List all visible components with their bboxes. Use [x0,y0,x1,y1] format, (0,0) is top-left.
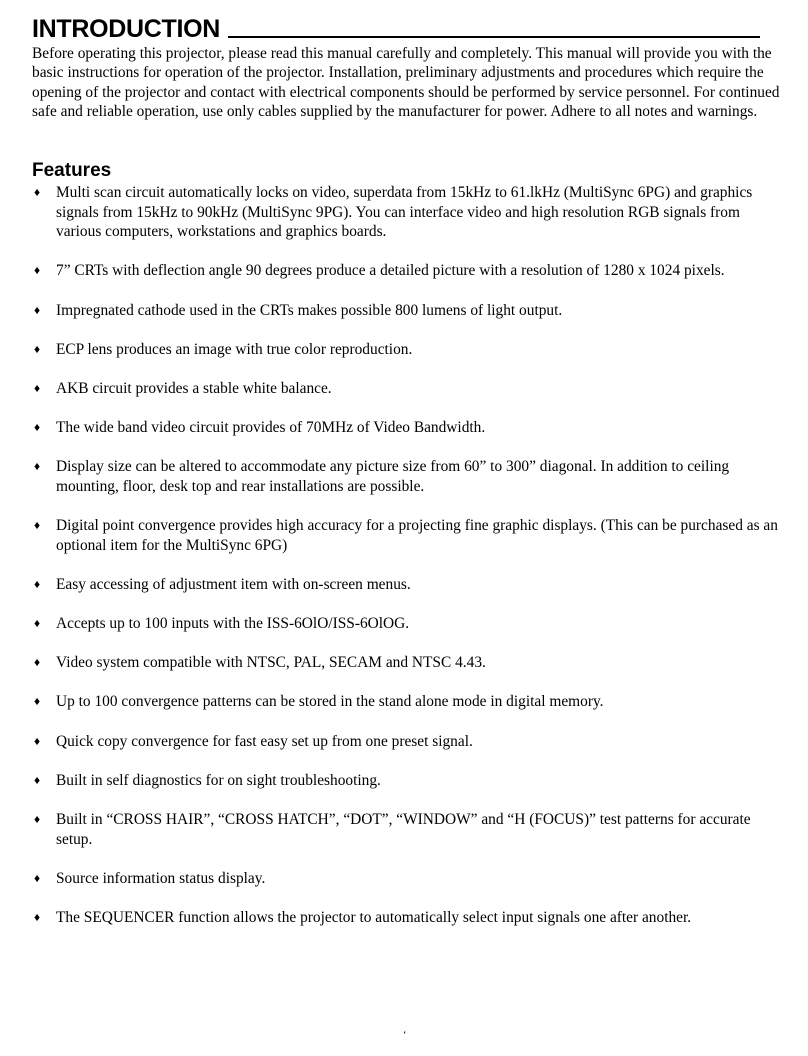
list-item [30,810,785,849]
feature-text: Video system compatible with NTSC, PAL, SECAM and NTSC 4.43. [56,654,486,672]
diamond-bullet-icon: ♦ [33,380,41,395]
list-item [30,183,785,242]
diamond-bullet-icon: ♦ [33,185,41,199]
feature-text: Accepts up to 100 inputs with the ISS-6OlO/ISS-6OlOG. [56,615,410,633]
feature-text: AKB circuit provides a stable white balance. [56,379,332,397]
list-item [30,575,785,595]
features-title: Features [32,160,112,181]
diamond-bullet-icon: ♦ [33,518,41,533]
diamond-bullet-icon: ♦ [33,772,41,787]
list-item [30,771,785,791]
feature-text: Built in self diagnostics for on sight troubleshooting. [56,771,381,789]
feature-text: 7” CRTs with deflection angle 90 degrees produce a detailed picture with a resolution of 1280 x 1024 pixels. [56,262,725,280]
feature-text: Built in “CROSS HAIR”, “CROSS HATCH”, “DOT”, “WINDOW” and “H (FOCUS)” test patterns for accurate setup. [56,811,751,848]
diamond-bullet-icon: ♦ [33,263,41,278]
list-item [30,516,785,555]
diamond-bullet-icon: ♦ [33,909,41,924]
page-mark: ‘ [403,1030,407,1041]
list-item [30,418,785,438]
feature-text: Multi scan circuit automatically locks on video, superdata from 15kHz to 61.lkHz (MultiSync 6PG) and graphics signals from 15kHz to 90kHz (MultiSync 9PG). You can interface video and high resolution RGB signals from various computers, workstations and graphics boards. [56,184,753,241]
diamond-bullet-icon: ♦ [33,341,41,356]
list-item [30,869,785,889]
list-item [30,732,785,752]
list-item [30,653,785,673]
diamond-bullet-icon: ♦ [33,655,41,670]
feature-text: The wide band video circuit provides of 70MHz of Video Bandwidth. [56,419,486,437]
feature-text: ECP lens produces an image with true color reproduction. [56,340,413,358]
diamond-bullet-icon: ♦ [33,616,41,631]
list-item [30,379,785,399]
diamond-bullet-icon: ♦ [33,733,41,748]
diamond-bullet-icon: ♦ [33,420,41,435]
list-item [30,457,785,496]
intro-paragraph: Before operating this projector, please read this manual carefully and completely. This manual will provide you with the basic instructions for operation of the projector. Installation, preliminary adjustments and procedures which require the opening of the projector and contact with electrical components should be performed by service personnel. For continued safe and reliable operation, use only cables supplied by the manufacturer for power. Adhere to all notes and warnings. [32,45,780,121]
list-item [30,301,785,321]
feature-text: Easy accessing of adjustment item with on-screen menus. [56,575,411,593]
diamond-bullet-icon: ♦ [33,302,41,317]
diamond-bullet-icon: ♦ [33,576,41,591]
list-item [30,340,785,360]
list-item [30,692,785,712]
feature-text: Up to 100 convergence patterns can be stored in the stand alone mode in digital memory. [56,693,604,711]
page-title: INTRODUCTION [32,15,221,43]
feature-text: Impregnated cathode used in the CRTs makes possible 800 lumens of light output. [56,301,563,319]
section-heading-row [32,14,760,44]
feature-text: Display size can be altered to accommodate any picture size from 60” to 300” diagonal. In addition to ceiling mounting, floor, desk top and rear installations are possible. [56,458,730,495]
diamond-bullet-icon: ♦ [33,694,41,709]
feature-text: Digital point convergence provides high accuracy for a projecting fine graphic displays. (This can be purchased as an optional item for the MultiSync 6PG) [56,517,778,554]
feature-list [30,183,785,947]
feature-text: The SEQUENCER function allows the projector to automatically select input signals one after another. [56,908,692,926]
list-item [30,908,785,928]
heading-rule [228,36,760,38]
diamond-bullet-icon: ♦ [33,812,41,826]
diamond-bullet-icon: ♦ [33,459,41,474]
list-item [30,261,785,281]
diamond-bullet-icon: ♦ [33,870,41,885]
feature-text: Source information status display. [56,869,266,887]
feature-text: Quick copy convergence for fast easy set up from one preset signal. [56,732,473,750]
list-item [30,614,785,634]
